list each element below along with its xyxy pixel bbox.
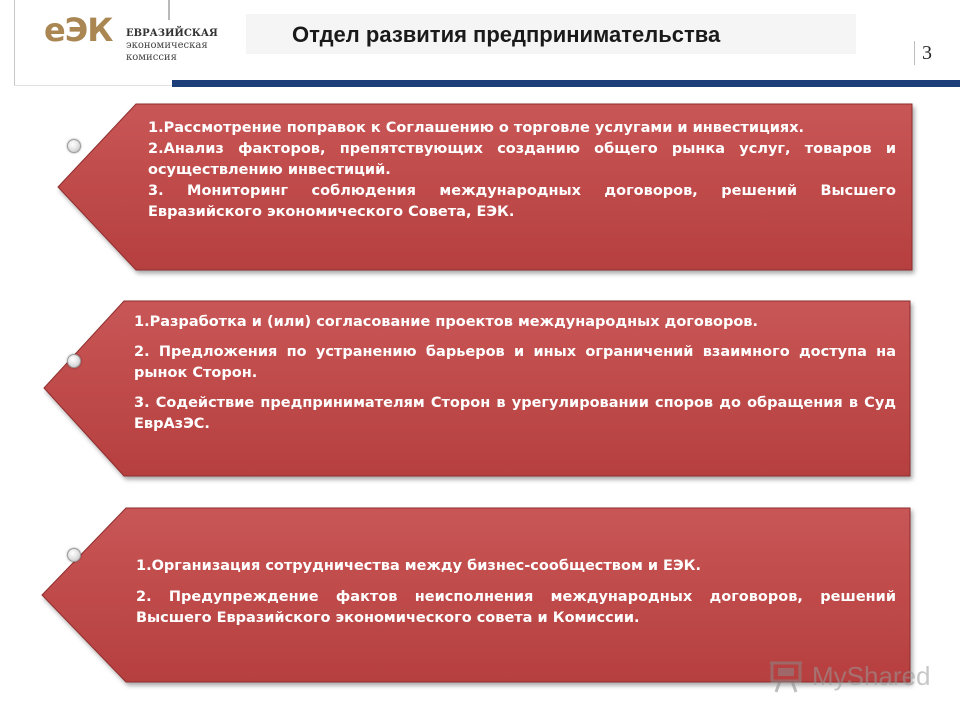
logo-line-2: экономическая [126,40,208,51]
panel-3-item-1: 1.Организация сотрудничества между бизнес-сообществом и ЕЭК. [136,558,701,574]
panel-2-item-2: 2. Предложения по устранению барьеров и иных ограничений взаимного доступа на рынок Сторон. [134,344,896,381]
page-number: 3 [922,42,932,64]
panel-2-item-1: 1.Разработка и (или) согласование проектов международных договоров. [134,314,758,330]
myshared-watermark [768,656,931,696]
logo-mark: еЭК [44,11,113,49]
panel-1-item-2: 2.Анализ факторов, препятствующих созданию общего рынка услуг, товаров и осуществлению инвестиций. [148,141,896,178]
page-title: Отдел развития предпринимательства [292,22,721,47]
panel-2-item-3: 3. Содействие предпринимателям Сторон в урегулировании споров до обращения в Суд ЕврАзЭС. [134,395,896,432]
watermark-text: MyShared [812,661,931,691]
logo-line-1: ЕВРАЗИЙСКАЯ [126,28,218,39]
panel-3-item-2: 2. Предупреждение фактов неисполнения международных договоров, решений Высшего Евразийского экономического совета и Комиссии. [136,589,896,626]
panel-1-item-3: 3. Мониторинг соблюдения международных договоров, решений Высшего Евразийского экономического Совета, ЕЭК. [148,183,896,220]
logo-line-3: комиссия [126,52,177,63]
panel-3-text [136,556,896,629]
presentation-board-icon [768,658,804,694]
panel-1-item-1: 1.Рассмотрение поправок к Соглашению о торговле услугами и инвестициях. [148,120,805,136]
panel-3-bullet-dot [67,548,81,562]
